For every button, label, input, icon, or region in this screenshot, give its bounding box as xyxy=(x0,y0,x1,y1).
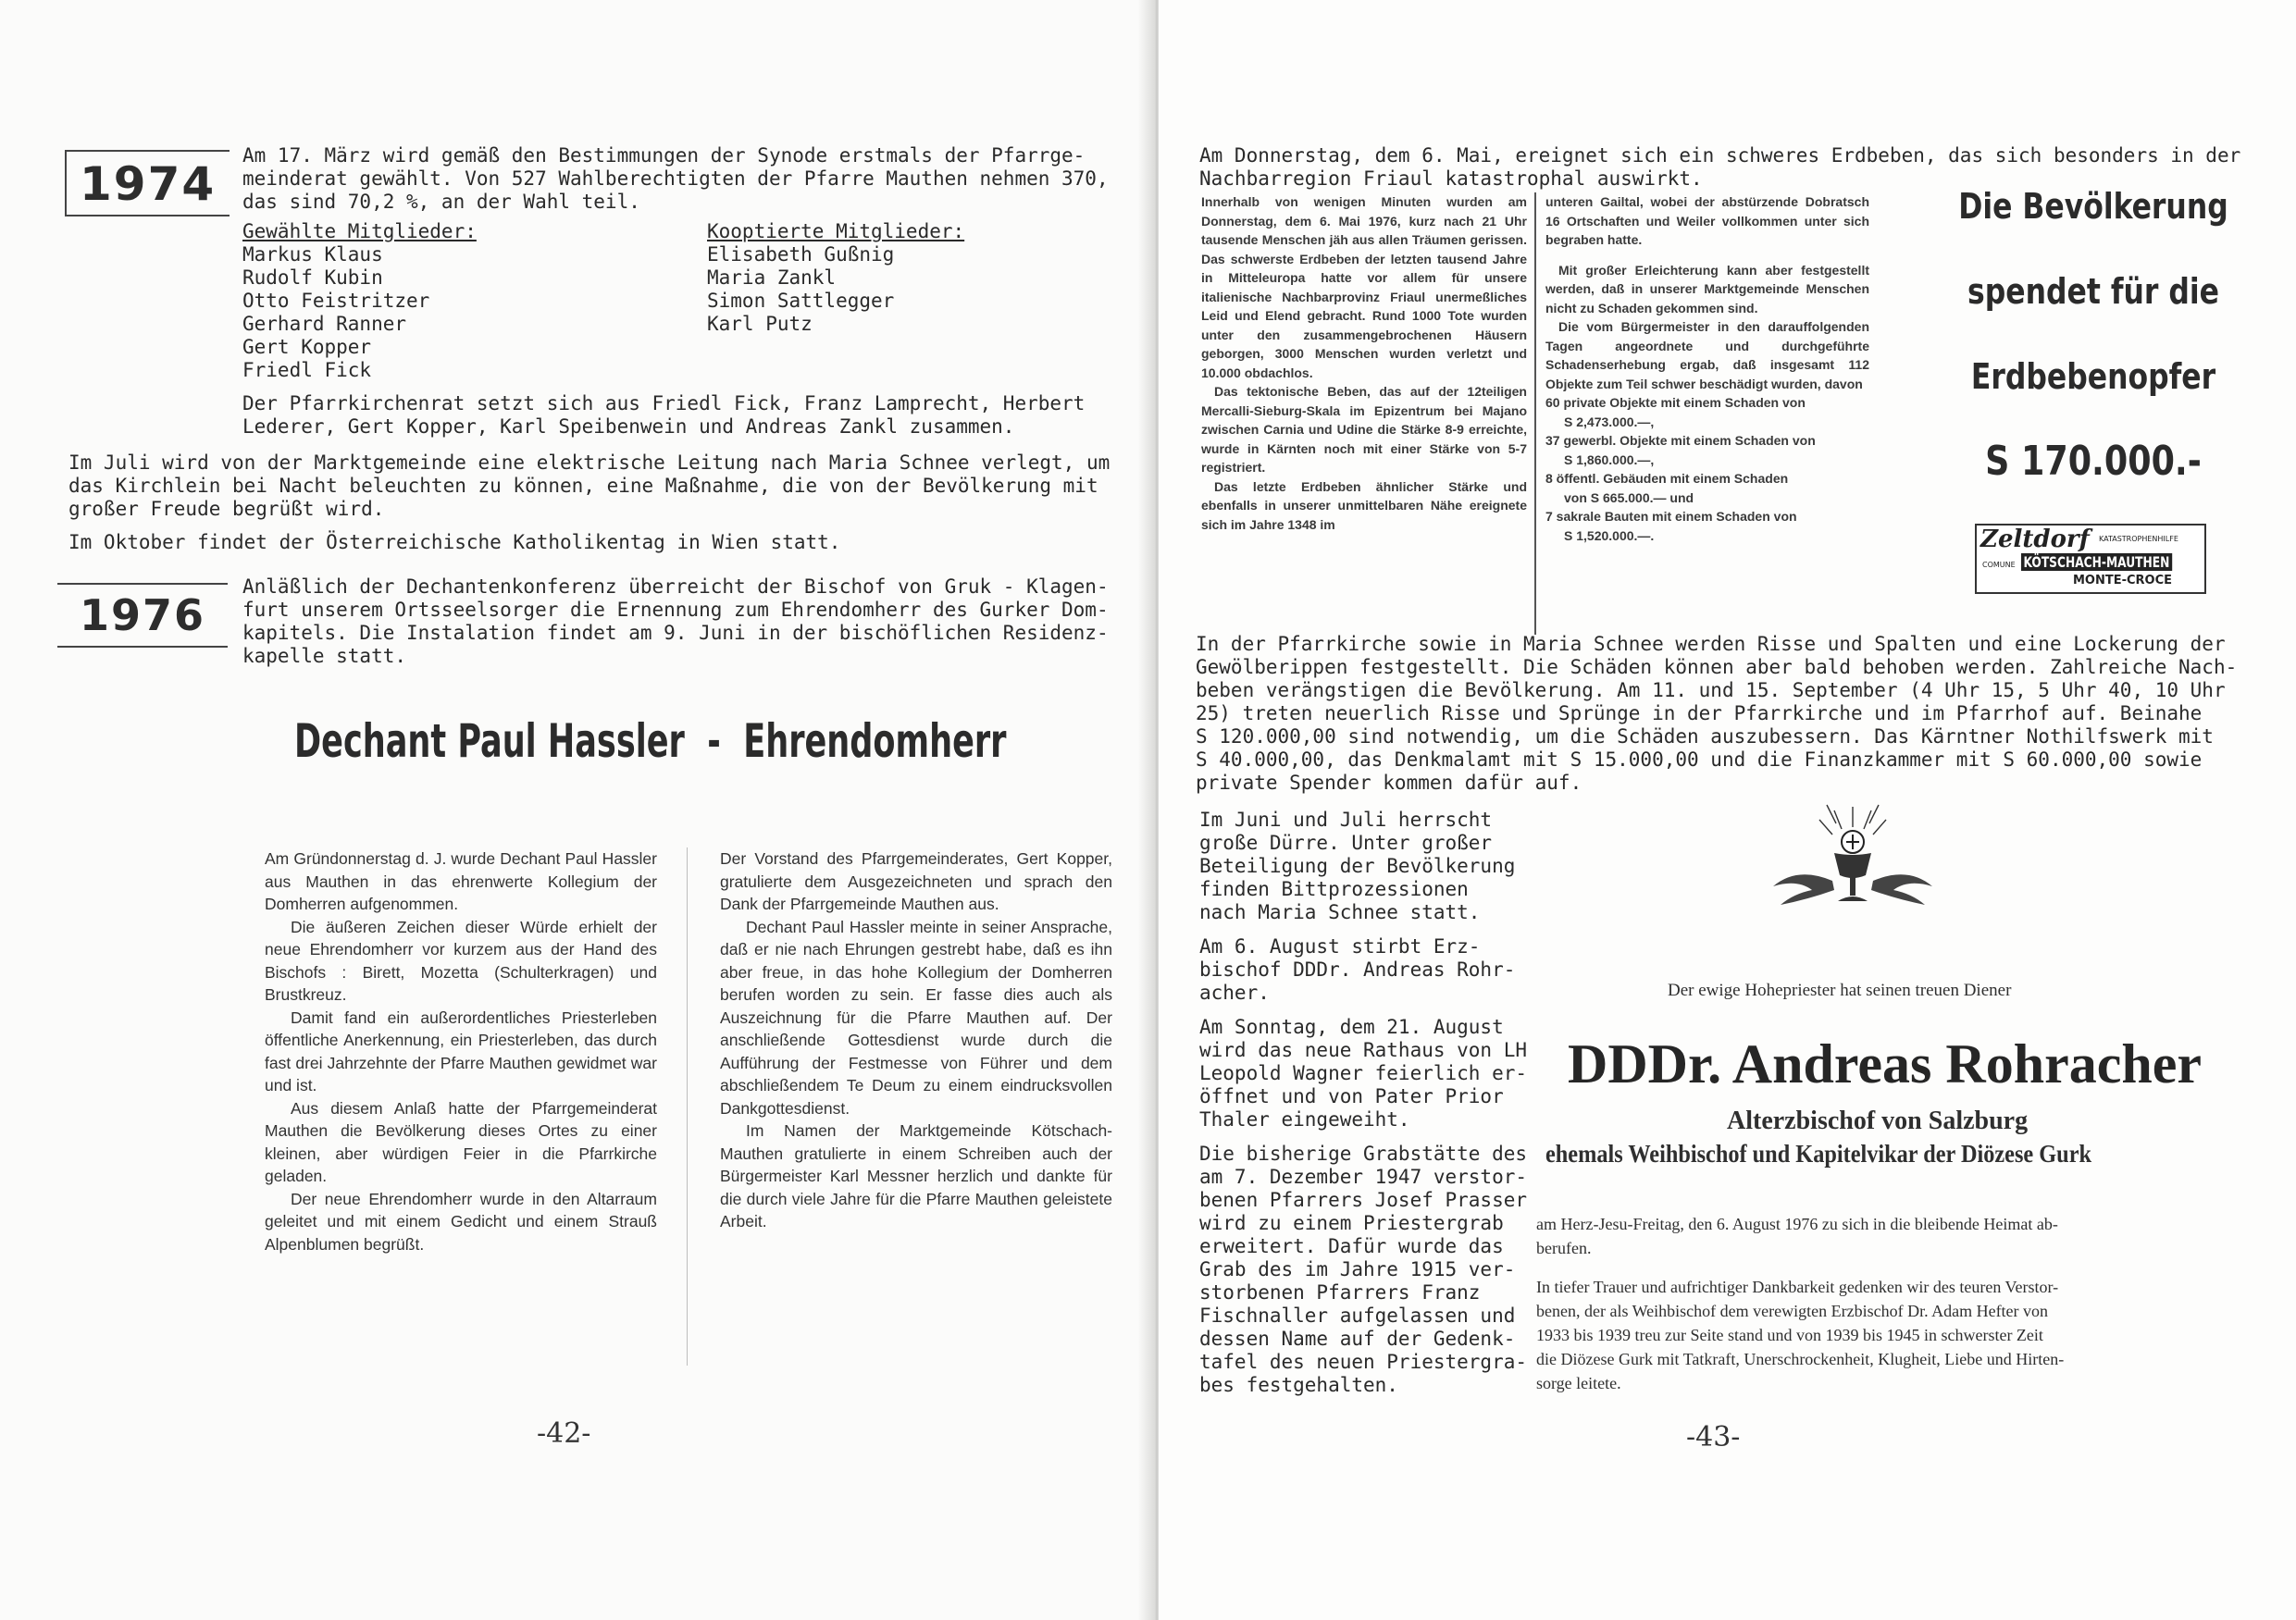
coopted-heading: Kooptierte Mitglieder: xyxy=(707,220,965,242)
member-name: Karl Putz xyxy=(707,313,813,335)
news-column-2 xyxy=(1545,192,1869,545)
obituary-title-1: Alterzbischof von Salzburg xyxy=(1727,1107,2029,1135)
text-line: Grab des im Jahre 1915 ver- xyxy=(1199,1258,1516,1280)
paragraph: Dechant Paul Hassler meinte in seiner Ansprache, daß er nie nach Ehrungen gestrebt habe, daß es ihn aber freue, in das hohe Kollegium der Domherren berufen worden zu sein. Er fasse dies auch als Auszeichnung für die Pfarre Mauthen auf. Der anschließende Gottesdienst wurde durch die Aufführung der Festmesse von Führer und dem abschließendem Te Deum zu einem eindrucksvollen Dankgottesdienst. xyxy=(720,917,1112,1118)
text-line: Am Sonntag, dem 21. August xyxy=(1199,1016,1504,1038)
text-line: bischof DDDr. Andreas Rohr- xyxy=(1199,958,1516,981)
zeltdorf-stamp xyxy=(1975,524,2206,594)
donation-box xyxy=(1899,183,2288,485)
text-line: tafel des neuen Priestergra- xyxy=(1199,1351,1528,1373)
text-line: 1933 bis 1939 treu zur Seite stand und von 1939 bis 1945 in schwerster Zeit xyxy=(1536,1326,2043,1344)
honorary-canon-text xyxy=(242,575,1109,668)
column-divider xyxy=(687,847,688,1366)
news-column-1 xyxy=(1201,192,1527,534)
text-line: Am 6. August stirbt Erz- xyxy=(1199,935,1481,958)
drought-block xyxy=(1199,809,1527,924)
damage-line: S 1,520.000.—. xyxy=(1564,527,1655,543)
text-line: bes festgehalten. xyxy=(1199,1374,1398,1396)
page-number: -43- xyxy=(1686,1421,1741,1453)
text-line: Im Oktober findet der Österreichische Katholikentag in Wien statt. xyxy=(68,531,841,553)
article-column-2 xyxy=(720,847,1112,1233)
text-line: Im Juli wird von der Marktgemeinde eine elektrische Leitung nach Maria Schnee verlegt, um xyxy=(68,451,1111,474)
stamp-town: KÖTSCHACH-MAUTHEN xyxy=(2021,553,2172,571)
elected-heading: Gewählte Mitglieder: xyxy=(242,220,477,242)
member-name: Markus Klaus xyxy=(242,243,383,266)
text-line: erweitert. Dafür wurde das xyxy=(1199,1235,1504,1257)
townhall-block xyxy=(1199,1016,1527,1132)
text-line: Leopold Wagner feierlich er- xyxy=(1199,1062,1528,1084)
text-line: meinderat gewählt. Von 527 Wahlberechtigten der Pfarre Mauthen nehmen 370, xyxy=(242,167,1109,190)
elected-members xyxy=(242,220,477,382)
damage-line: 8 öffentl. Gebäuden mit einem Schaden xyxy=(1545,471,1789,486)
text-line: großer Freude begrüßt wird. xyxy=(68,498,385,520)
member-name: Rudolf Kubin xyxy=(242,266,383,289)
october-text xyxy=(68,531,840,554)
obituary-text-2 xyxy=(1536,1275,2064,1395)
member-name: Maria Zankl xyxy=(707,266,837,289)
text-line: Die bisherige Grabstätte des xyxy=(1199,1143,1528,1165)
text-line: wird das neue Rathaus von LH xyxy=(1199,1039,1528,1061)
text-line: benen Pfarrers Josef Prasser xyxy=(1199,1189,1528,1211)
text-line: sorge leitete. xyxy=(1536,1374,1621,1392)
text-line: berufen. xyxy=(1536,1239,1592,1257)
church-damage-text xyxy=(1196,633,2237,795)
text-line: kapitels. Die Instalation findet am 9. Juni in der bischöflichen Residenz- xyxy=(242,622,1109,644)
damage-line: S 1,860.000.—, xyxy=(1564,451,1655,467)
obituary-name: DDDr. Andreas Rohracher xyxy=(1568,1033,2202,1094)
damage-line: 7 sakrale Bauten mit einem Schaden von xyxy=(1545,509,1797,524)
church-council-text xyxy=(242,392,1085,439)
text-line: nach Maria Schnee statt. xyxy=(1199,901,1481,923)
text-line: private Spender kommen dafür auf. xyxy=(1196,772,1582,794)
chronicle-column xyxy=(1199,809,1527,1397)
donation-line: spendet für die xyxy=(1967,271,2219,312)
synod-election-text xyxy=(242,144,1109,214)
year-label-1974: 1974 xyxy=(65,150,230,216)
paragraph: Das letzte Erdbeben ähnlicher Stärke und ebenfalls in unserer unmittelbaren Nähe ereignete sich im Jahre 1348 im xyxy=(1201,478,1527,532)
paragraph: unteren Gailtal, wobei der abstürzende Dobratsch 16 Ortschaften und Weiler vollkommen unter sich begraben hatte. xyxy=(1545,194,1869,247)
text-line: Lederer, Gert Kopper, Karl Speibenwein und Andreas Zankl zusammen. xyxy=(242,415,1015,438)
text-line: Beteiligung der Bevölkerung xyxy=(1199,855,1516,877)
page-number: -42- xyxy=(537,1417,591,1450)
paragraph: Innerhalb von wenigen Minuten wurden am Donnerstag, dem 6. Mai 1976, kurz nach 21 Uhr tausende Menschen jäh aus allen Träumen gerissen. Das schwerste Erdbeben der letzten tausend Jahre in Mitteleuropa hatte vor allem für unsere italienische Nachbarprovinz Friaul unermeßliches Leid und Elend gebracht. Rund 1000 Tote wurden unter den zusammengebrochenen Häusern geborgen, 3000 Menschen wurden verletzt und 10.000 obdachlos. xyxy=(1201,194,1527,380)
paragraph: Der neue Ehrendomherr wurde in den Altarraum geleitet und mit einem Gedicht und einem Strauß Alpenblumen begrüßt. xyxy=(265,1189,657,1254)
text-line: Der Pfarrkirchenrat setzt sich aus Friedl Fick, Franz Lamprecht, Herbert xyxy=(242,392,1086,414)
text-line: große Dürre. Unter großer xyxy=(1199,832,1493,854)
paragraph: Die äußeren Zeichen dieser Würde erhielt der neue Ehrendomherr vor kurzem aus der Hand des Bischofs : Birett, Mozetta (Schulterkragen) und Brustkreuz. xyxy=(265,917,657,1004)
paragraph: Damit fand ein außerordentliches Priesterleben öffentliche Anerkennung, ein Priesterleben, das durch fast drei Jahrzehnte der Pfarre Mauthen gewidmet war und ist. xyxy=(265,1008,657,1094)
paragraph: Die vom Bürgermeister in den darauffolgenden Tagen angeordnete und durchgeführte Schadenserhebung ergab, daß insgesamt 112 Objekte zum Teil schwer beschädigt wurden, davon xyxy=(1545,319,1869,391)
text-line: In der Pfarrkirche sowie in Maria Schnee werden Risse und Spalten und eine Lockerung der xyxy=(1196,633,2226,655)
text-line: beben verängstigen die Bevölkerung. Am 11. und 15. September (4 Uhr 15, 5 Uhr 40, 10 Uhr xyxy=(1196,679,2226,701)
text-line: das Kirchlein bei Nacht beleuchten zu können, eine Maßnahme, die von der Bevölkerung mit xyxy=(68,475,1098,497)
text-line: Nachbarregion Friaul katastrophal auswirkt. xyxy=(1199,167,1703,190)
paragraph: Aus diesem Anlaß hatte der Pfarrgemeinderat Mauthen die Bevölkerung dieses Ortes zu einer kleinen, aber würdigen Feier in die Pfarrkirche geladen. xyxy=(265,1098,657,1185)
member-name: Friedl Fick xyxy=(242,359,372,381)
paragraph: Am Gründonnerstag d. J. wurde Dechant Paul Hassler aus Mauthen in das ehrenwerte Kollegium der Domherren aufgenommen. xyxy=(265,849,657,913)
text-line: Im Juni und Juli herrscht xyxy=(1199,809,1493,831)
paragraph: Das tektonische Beben, das auf der 12teiligen Mercalli-Sieburg-Skala im Epizentrum bei Majano zwischen Carnia und Udine die Stärke 8-9 erreichte, wurde in Kärnten noch mit einer Stärke von 5-7 registriert. xyxy=(1201,384,1527,475)
text-line: storbenen Pfarrers Franz xyxy=(1199,1281,1481,1304)
donation-line: Erdbebenopfer xyxy=(1970,356,2216,397)
text-line: kapelle statt. xyxy=(242,645,407,667)
text-line: am Herz-Jesu-Freitag, den 6. August 1976 zu sich in die bleibende Heimat ab- xyxy=(1536,1215,2058,1233)
july-text xyxy=(68,451,1110,521)
year-label-1976: 1976 xyxy=(57,583,228,648)
damage-line: von S 665.000.— und xyxy=(1564,489,1694,505)
stamp-small-top: KATASTROPHENHILFE xyxy=(2099,535,2178,543)
text-line: finden Bittprozessionen xyxy=(1199,878,1469,900)
text-line: furt unserem Ortsseelsorger die Ernennung zum Ehrendomherr des Gurker Dom- xyxy=(242,599,1109,621)
text-line: Fischnaller aufgelassen und xyxy=(1199,1305,1516,1327)
chalice-ornament xyxy=(1760,801,1945,921)
stamp-sub: MONTE-CROCE xyxy=(2073,574,2173,587)
paragraph: Der Vorstand des Pfarrgemeinderates, Gert Kopper, gratulierte dem Ausgezeichneten und sprach den Dank der Pfarrgemeinde Mauthen aus. xyxy=(720,849,1112,913)
article-column-1 xyxy=(265,847,657,1255)
text-line: S 120.000,00 sind notwendig, um die Schäden auszubessern. Das Kärntner Nothilfswerk mit xyxy=(1196,725,2214,748)
member-name: Gerhard Ranner xyxy=(242,313,407,335)
text-line: Am Donnerstag, dem 6. Mai, ereignet sich ein schweres Erdbeben, das sich besonders in der xyxy=(1199,144,2241,167)
text-line: acher. xyxy=(1199,982,1270,1004)
text-line: Anläßlich der Dechantenkonferenz überreicht der Bischof von Gruk - Klagen- xyxy=(242,575,1109,598)
damage-line: S 2,473.000.—, xyxy=(1564,414,1655,429)
death-block xyxy=(1199,935,1527,1005)
paragraph: Mit großer Erleichterung kann aber festgestellt werden, daß in unserer Marktgemeinde Menschen nicht zu Schaden gekommen sind. xyxy=(1545,262,1869,315)
right-page xyxy=(1159,0,2296,1620)
text-line: In tiefer Trauer und aufrichtiger Dankbarkeit gedenken wir des teuren Verstor- xyxy=(1536,1278,2059,1296)
text-line: dessen Name auf der Gedenk- xyxy=(1199,1328,1516,1350)
member-name: Otto Feistritzer xyxy=(242,290,430,312)
text-line: Thaler eingeweiht. xyxy=(1199,1108,1410,1131)
column-divider xyxy=(1534,192,1536,635)
grave-block xyxy=(1199,1143,1527,1397)
damage-line: 37 gewerbl. Objekte mit einem Schaden von xyxy=(1545,433,1816,448)
text-line: Am 17. März wird gemäß den Bestimmungen der Synode erstmals der Pfarrge- xyxy=(242,144,1086,167)
member-name: Gert Kopper xyxy=(242,336,372,358)
obituary-text-1 xyxy=(1536,1212,2058,1260)
text-line: S 40.000,00, das Denkmalamt mit S 15.000,00 und die Finanzkammer mit S 60.000,00 sowie xyxy=(1196,748,2203,771)
coopted-members xyxy=(707,220,964,336)
stamp-small-left: COMUNE xyxy=(1982,561,2016,569)
article-headline: Dechant Paul Hassler - Ehrendomherr xyxy=(294,714,1007,768)
text-line: Gewölberippen festgestellt. Die Schäden können aber bald behoben werden. Zahlreiche Nach- xyxy=(1196,656,2238,678)
text-line: benen, der als Weihbischof dem verewigten Erzbischof Dr. Adam Hefter von xyxy=(1536,1302,2049,1320)
text-line: wird zu einem Priestergrab xyxy=(1199,1212,1504,1234)
donation-amount: S 170.000.- xyxy=(1985,438,2202,485)
text-line: die Diözese Gurk mit Tatkraft, Unerschrockenheit, Klugheit, Liebe und Hirten- xyxy=(1536,1350,2065,1368)
obituary-title-2: ehemals Weihbischof und Kapitelvikar der Diözese Gurk xyxy=(1545,1140,2092,1168)
text-line: das sind 70,2 %, an der Wahl teil. xyxy=(242,191,640,213)
paragraph: Im Namen der Marktgemeinde Kötschach-Mauthen gratulierte in einem Schreiben auch der Bürgermeister Karl Messner herzlich und dankte für die durch viele Jahre für die Pfarre Mauthen geleistete Arbeit. xyxy=(720,1121,1112,1230)
text-line: 25) treten neuerlich Risse und Sprünge in der Pfarrkirche und im Pfarrhof auf. Beinahe xyxy=(1196,702,2203,724)
member-name: Elisabeth Gußnig xyxy=(707,243,895,266)
text-line: öffnet und von Pater Prior xyxy=(1199,1085,1504,1107)
obituary-intro: Der ewige Hohepriester hat seinen treuen Diener xyxy=(1668,981,2012,1000)
member-name: Simon Sattlegger xyxy=(707,290,895,312)
text-line: am 7. Dezember 1947 verstor- xyxy=(1199,1166,1528,1188)
damage-line: 60 private Objekte mit einem Schaden von xyxy=(1545,395,1806,410)
donation-line: Die Bevölkerung xyxy=(1958,186,2228,227)
stamp-brand: Zeltdorf xyxy=(1980,526,2090,553)
